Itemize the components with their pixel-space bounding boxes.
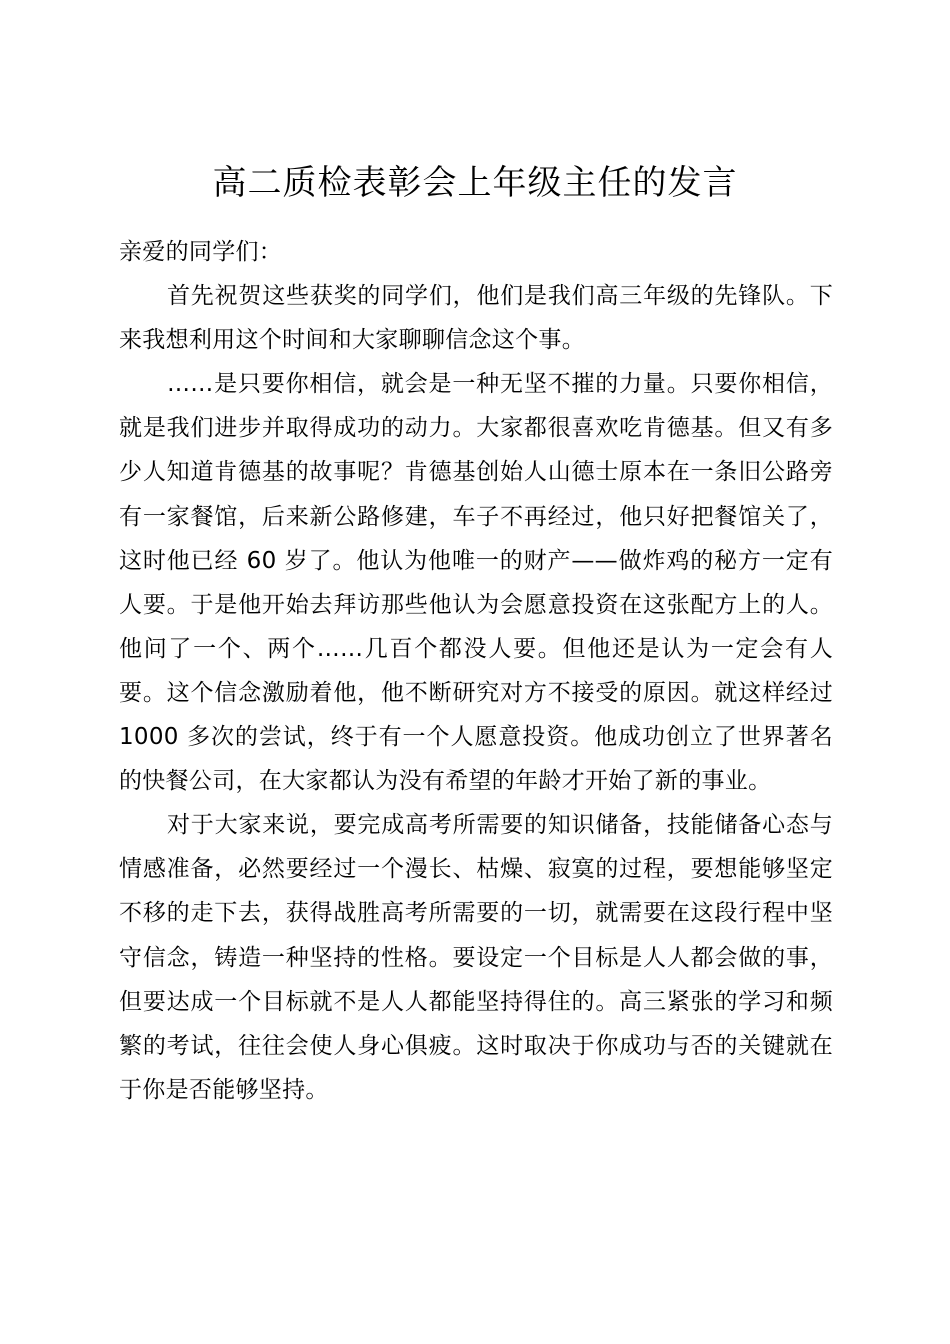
paragraph-1: 首先祝贺这些获奖的同学们，他们是我们高三年级的先锋队。下来我想利用这个时间和大家聊聊信念这个事。 — [119, 283, 833, 354]
paragraph-3: 对于大家来说，要完成高考所需要的知识储备，技能储备心态与情感准备，必然要经过一个漫长、枯燥、寂寞的过程，要想能够坚定不移的走下去，获得战胜高考所需要的一切，就需要在这段行程中坚守信念，铸造一种坚持的性格。要设定一个目标是人人都会做的事，但要达成一个目标就不是人人都能坚持得住的。高三紧张的学习和频繁的考试，往往会使人身心俱疲。这时取决于你成功与否的关键就在于你是否能够坚持。 — [119, 812, 833, 1103]
paragraph-2: ……是只要你相信，就会是一种无坚不摧的力量。只要你相信，就是我们进步并取得成功的动力。大家都很喜欢吃肯德基。但又有多少人知道肯德基的故事呢？肯德基创始人山德士原本在一条旧公路旁有一家餐馆，后来新公路修建，车子不再经过，他只好把餐馆关了，这时他已经 60 岁了。他认为他唯一的财产——做炸鸡的秘方一定有人要。于是他开始去拜访那些他认为会愿意投资在这张配方上的人。他问了一个、两个……几百个都没人要。但他还是认为一定会有人要。这个信念激励着他，他不断研究对方不接受的原因。就这样经过 1000 多次的尝试，终于有一个人愿意投资。他成功创立了世界著名的快餐公司，在大家都认为没有希望的年龄才开始了新的事业。 — [119, 371, 833, 795]
salutation: 亲爱的同学们： — [119, 239, 283, 265]
document-body — [119, 230, 833, 1112]
document-title: 高二质检表彰会上年级主任的发言 — [212, 162, 738, 203]
